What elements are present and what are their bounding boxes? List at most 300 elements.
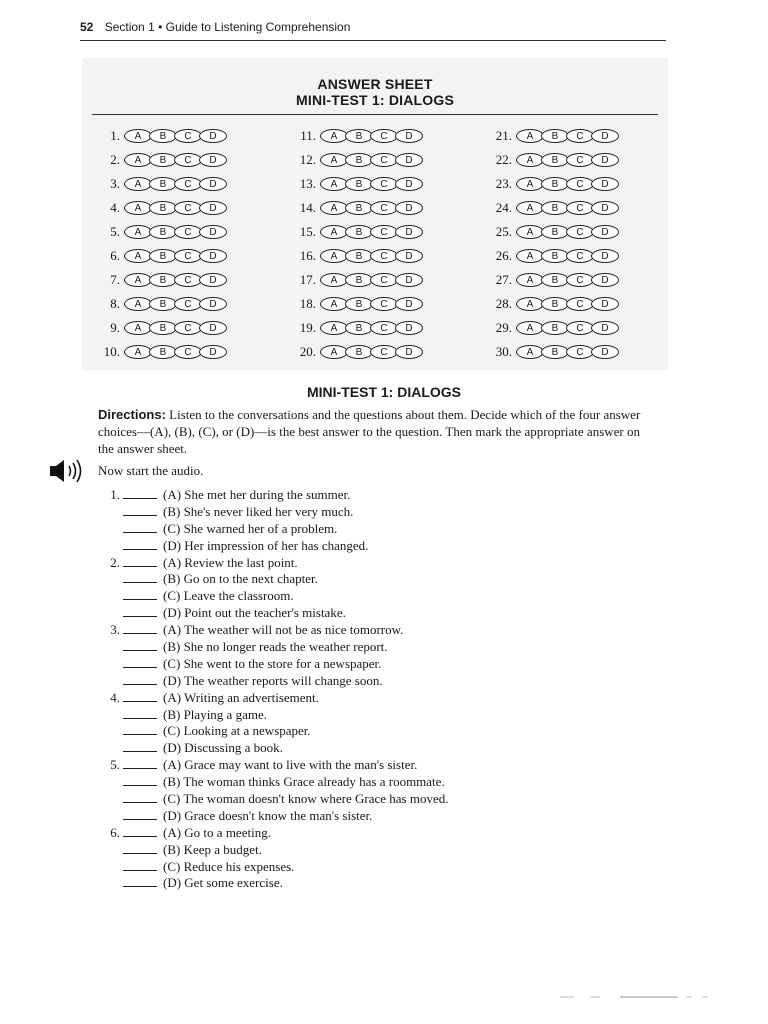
answer-bubble[interactable]: A <box>124 273 152 287</box>
question-number <box>100 707 123 724</box>
question-number <box>100 571 123 588</box>
answer-bubble[interactable]: B <box>345 249 373 263</box>
answer-bubble[interactable]: C <box>174 273 202 287</box>
answer-bubble[interactable]: B <box>345 273 373 287</box>
answer-bubble[interactable]: C <box>566 177 594 191</box>
answer-option <box>100 521 620 538</box>
answer-number: 10. <box>103 344 120 359</box>
answer-bubble[interactable]: B <box>541 201 569 215</box>
question-item <box>100 757 620 825</box>
answer-sheet-title <box>82 76 668 108</box>
option-text: (A) The weather will not be as nice tomorrow. <box>163 622 404 638</box>
question-number: 6. <box>110 824 120 840</box>
option-text: (B) Go on to the next chapter. <box>163 571 318 587</box>
answer-option <box>100 639 620 656</box>
answer-option <box>100 555 620 572</box>
speaker-icon <box>48 458 92 489</box>
answer-bubble[interactable]: C <box>566 153 594 167</box>
answer-bubble[interactable]: D <box>199 297 227 311</box>
answer-blank[interactable] <box>123 639 157 651</box>
answer-option <box>100 842 620 859</box>
answer-option <box>100 605 620 622</box>
option-text: (A) She met her during the summer. <box>163 487 351 502</box>
answer-row <box>482 316 616 340</box>
answer-bubble[interactable]: A <box>320 273 348 287</box>
question-number <box>100 774 123 791</box>
answer-bubble[interactable]: B <box>345 129 373 143</box>
answer-row <box>90 244 224 268</box>
answer-bubble[interactable]: A <box>320 297 348 311</box>
answer-blank[interactable] <box>123 875 157 887</box>
answer-bubble[interactable]: D <box>395 129 423 143</box>
option-text: (D) Grace doesn't know the man's sister. <box>163 807 373 823</box>
answer-bubble[interactable]: A <box>516 201 544 215</box>
answer-option <box>100 622 620 639</box>
answer-number: 17. <box>299 272 316 287</box>
answer-bubble[interactable]: D <box>395 273 423 287</box>
answer-bubble[interactable]: A <box>320 129 348 143</box>
answer-bubble[interactable]: C <box>566 249 594 263</box>
answer-row <box>286 292 420 316</box>
answer-row <box>90 340 224 364</box>
answer-bubble[interactable]: A <box>516 153 544 167</box>
answer-bubble[interactable]: A <box>124 153 152 167</box>
answer-blank[interactable] <box>123 588 157 600</box>
answer-bubble[interactable]: D <box>591 273 619 287</box>
answer-blank[interactable] <box>123 842 157 854</box>
answer-blank[interactable] <box>123 555 157 567</box>
answer-bubbles <box>320 177 420 191</box>
answer-row <box>482 268 616 292</box>
question-number <box>100 791 123 808</box>
answer-bubble[interactable]: B <box>345 225 373 239</box>
answer-option <box>100 723 620 740</box>
answer-bubbles <box>516 201 616 215</box>
answer-blank[interactable] <box>123 859 157 871</box>
answer-bubble[interactable]: C <box>370 129 398 143</box>
answer-number: 4. <box>110 200 120 215</box>
answer-number: 15. <box>299 224 316 239</box>
answer-bubble[interactable]: C <box>174 201 202 215</box>
answer-blank[interactable] <box>123 571 157 583</box>
answer-bubble[interactable]: D <box>591 225 619 239</box>
answer-row <box>286 124 420 148</box>
answer-option <box>100 673 620 690</box>
answer-bubbles <box>320 249 420 263</box>
answer-bubble[interactable]: C <box>370 201 398 215</box>
answer-bubble[interactable]: D <box>199 129 227 143</box>
answer-bubble[interactable]: B <box>149 345 177 359</box>
answer-bubble[interactable]: C <box>370 321 398 335</box>
answer-bubble[interactable]: C <box>566 273 594 287</box>
answer-number: 11. <box>300 128 316 143</box>
answer-bubble[interactable]: B <box>149 249 177 263</box>
question-number <box>100 808 123 825</box>
answer-bubble[interactable]: B <box>149 153 177 167</box>
answer-bubble[interactable]: A <box>124 129 152 143</box>
answer-bubble[interactable]: C <box>370 249 398 263</box>
answer-row <box>90 148 224 172</box>
answer-bubble[interactable]: C <box>370 153 398 167</box>
answer-bubble[interactable]: C <box>370 177 398 191</box>
answer-bubbles <box>320 297 420 311</box>
option-text: (D) Point out the teacher's mistake. <box>163 605 346 621</box>
answer-bubble[interactable]: A <box>320 153 348 167</box>
directions-label: Directions: <box>98 407 166 422</box>
answer-sheet-title-line1: ANSWER SHEET <box>317 76 433 92</box>
answer-bubble[interactable]: D <box>591 249 619 263</box>
answer-bubbles <box>124 225 224 239</box>
answer-bubbles <box>320 129 420 143</box>
answer-number: 8. <box>110 296 120 311</box>
answer-bubbles <box>516 321 616 335</box>
answer-row <box>286 220 420 244</box>
option-text: (C) She warned her of a problem. <box>163 520 338 536</box>
answer-number: 27. <box>495 272 512 287</box>
answer-blank[interactable] <box>123 740 157 752</box>
answer-bubble[interactable]: A <box>516 225 544 239</box>
answer-bubble[interactable]: A <box>320 345 348 359</box>
answer-bubble[interactable]: D <box>199 153 227 167</box>
question-item <box>100 825 620 893</box>
directions-text: Listen to the conversations and the questions about them. Decide which of the four answer choices—(A), (B), (C), or (D)—is the best answer to the question. Then mark the appropriate answer on the answer sheet. <box>98 407 641 456</box>
answer-bubble[interactable]: C <box>566 321 594 335</box>
option-text: (C) Leave the classroom. <box>163 588 294 604</box>
answer-option <box>100 538 620 555</box>
answer-bubbles <box>516 153 616 167</box>
answer-blank[interactable] <box>123 825 157 837</box>
answer-bubble[interactable]: B <box>345 321 373 335</box>
answer-option <box>100 707 620 724</box>
answer-bubble[interactable]: C <box>174 297 202 311</box>
answer-bubble[interactable]: A <box>516 129 544 143</box>
option-text: (B) She's never liked her very much. <box>163 503 354 519</box>
answer-option <box>100 690 620 707</box>
question-number <box>100 842 123 859</box>
answer-number: 24. <box>495 200 512 215</box>
answer-bubble[interactable]: A <box>320 201 348 215</box>
answer-number: 5. <box>110 224 120 239</box>
question-item <box>100 555 620 623</box>
answer-bubble[interactable]: B <box>541 153 569 167</box>
option-text: (D) Get some exercise. <box>163 875 283 891</box>
answer-bubble[interactable]: C <box>566 129 594 143</box>
answer-bubble[interactable]: A <box>516 273 544 287</box>
answer-bubble[interactable]: A <box>124 321 152 335</box>
answer-number: 21. <box>495 128 512 143</box>
option-text: (C) She went to the store for a newspaper. <box>163 655 382 671</box>
answer-bubble[interactable]: B <box>149 129 177 143</box>
answer-bubble[interactable]: B <box>149 321 177 335</box>
answer-column <box>90 124 224 364</box>
answer-bubble[interactable]: B <box>541 177 569 191</box>
running-head-text: Section 1 • Guide to Listening Comprehension <box>104 20 351 34</box>
answer-row <box>286 196 420 220</box>
answer-bubble[interactable]: D <box>199 177 227 191</box>
question-number <box>100 673 123 690</box>
answer-bubble[interactable]: C <box>370 225 398 239</box>
answer-sheet-title-line2: MINI-TEST 1: DIALOGS <box>296 92 454 108</box>
answer-bubble[interactable]: C <box>566 345 594 359</box>
answer-option <box>100 656 620 673</box>
answer-option <box>100 504 620 521</box>
answer-bubbles <box>516 177 616 191</box>
answer-row <box>482 340 616 364</box>
footer-marks <box>560 996 710 998</box>
answer-bubble[interactable]: D <box>395 201 423 215</box>
answer-number: 16. <box>299 248 316 263</box>
option-text: (B) Playing a game. <box>163 706 267 722</box>
answer-bubble[interactable]: A <box>320 321 348 335</box>
answer-bubble[interactable]: B <box>149 273 177 287</box>
question-number <box>100 875 123 892</box>
answer-bubble[interactable]: B <box>541 297 569 311</box>
answer-bubble[interactable]: D <box>591 153 619 167</box>
answer-bubble[interactable]: C <box>174 249 202 263</box>
answer-blank[interactable] <box>123 690 157 702</box>
running-head <box>80 20 666 41</box>
answer-bubble[interactable]: C <box>566 225 594 239</box>
answer-bubble[interactable]: C <box>370 273 398 287</box>
answer-bubble[interactable]: A <box>516 345 544 359</box>
answer-blank[interactable] <box>123 521 157 533</box>
answer-bubble[interactable]: C <box>174 177 202 191</box>
answer-number: 23. <box>495 176 512 191</box>
answer-row <box>90 124 224 148</box>
answer-bubbles <box>320 153 420 167</box>
answer-sheet <box>82 58 668 370</box>
page-number: 52 <box>80 20 94 34</box>
answer-number: 7. <box>110 272 120 287</box>
answer-bubble[interactable]: D <box>591 177 619 191</box>
answer-bubbles <box>124 153 224 167</box>
answer-bubble[interactable]: A <box>516 249 544 263</box>
answer-bubble[interactable]: A <box>516 177 544 191</box>
answer-row <box>482 220 616 244</box>
answer-bubble[interactable]: C <box>174 345 202 359</box>
answer-bubble[interactable]: B <box>149 177 177 191</box>
answer-bubble[interactable]: C <box>370 297 398 311</box>
answer-bubble[interactable]: D <box>395 249 423 263</box>
answer-bubbles <box>320 225 420 239</box>
answer-number: 13. <box>299 176 316 191</box>
answer-bubble[interactable]: D <box>395 297 423 311</box>
answer-bubble[interactable]: A <box>124 225 152 239</box>
answer-number: 22. <box>495 152 512 167</box>
answer-bubble[interactable]: B <box>345 177 373 191</box>
question-item <box>100 622 620 690</box>
answer-column <box>286 124 420 364</box>
answer-bubble[interactable]: B <box>541 273 569 287</box>
question-item <box>100 690 620 758</box>
answer-bubble[interactable]: C <box>174 129 202 143</box>
answer-blank[interactable] <box>123 605 157 617</box>
answer-bubble[interactable]: A <box>320 177 348 191</box>
answer-bubble[interactable]: A <box>124 345 152 359</box>
answer-blank[interactable] <box>123 656 157 668</box>
answer-row <box>286 268 420 292</box>
answer-bubble[interactable]: B <box>541 345 569 359</box>
answer-bubble[interactable]: B <box>345 201 373 215</box>
answer-bubble[interactable]: C <box>566 297 594 311</box>
question-number <box>100 538 123 555</box>
question-number <box>100 859 123 876</box>
answer-bubbles <box>516 225 616 239</box>
answer-bubble[interactable]: C <box>174 321 202 335</box>
answer-bubble[interactable]: D <box>199 249 227 263</box>
answer-row <box>90 172 224 196</box>
answer-bubble[interactable]: D <box>199 273 227 287</box>
answer-bubble[interactable]: A <box>124 297 152 311</box>
answer-option <box>100 774 620 791</box>
answer-blank[interactable] <box>123 673 157 685</box>
answer-row <box>90 292 224 316</box>
answer-bubble[interactable]: D <box>199 345 227 359</box>
answer-bubble[interactable]: B <box>149 225 177 239</box>
answer-row <box>482 244 616 268</box>
answer-bubble[interactable]: A <box>516 297 544 311</box>
answer-sheet-rule <box>92 114 658 115</box>
option-text: (B) The woman thinks Grace already has a roommate. <box>163 774 445 790</box>
answer-bubble[interactable]: D <box>591 345 619 359</box>
answer-bubbles <box>124 273 224 287</box>
question-number <box>100 588 123 605</box>
answer-bubble[interactable]: B <box>345 345 373 359</box>
answer-number: 3. <box>110 176 120 191</box>
question-number <box>100 521 123 538</box>
answer-bubble[interactable]: D <box>591 129 619 143</box>
answer-bubble[interactable]: B <box>541 321 569 335</box>
answer-bubbles <box>320 345 420 359</box>
answer-bubble[interactable]: C <box>174 153 202 167</box>
answer-bubble[interactable]: D <box>395 177 423 191</box>
answer-bubble[interactable]: D <box>395 153 423 167</box>
answer-bubbles <box>516 249 616 263</box>
answer-option <box>100 859 620 876</box>
answer-bubbles <box>124 321 224 335</box>
answer-blank[interactable] <box>123 723 157 735</box>
option-text: (D) The weather reports will change soon. <box>163 672 383 688</box>
answer-bubble[interactable]: D <box>591 201 619 215</box>
answer-bubbles <box>516 345 616 359</box>
answer-row <box>90 196 224 220</box>
answer-bubble[interactable]: C <box>174 225 202 239</box>
answer-number: 2. <box>110 152 120 167</box>
answer-bubble[interactable]: B <box>345 153 373 167</box>
answer-row <box>482 172 616 196</box>
answer-number: 26. <box>495 248 512 263</box>
answer-row <box>482 148 616 172</box>
answer-option <box>100 875 620 892</box>
directions <box>98 406 658 457</box>
answer-blank[interactable] <box>123 538 157 550</box>
answer-bubble[interactable]: D <box>199 321 227 335</box>
answer-bubble[interactable]: A <box>124 201 152 215</box>
answer-number: 30. <box>495 344 512 359</box>
answer-bubble[interactable]: D <box>591 297 619 311</box>
option-text: (C) Looking at a newspaper. <box>163 723 311 739</box>
answer-row <box>482 124 616 148</box>
answer-number: 28. <box>495 296 512 311</box>
answer-bubble[interactable]: D <box>591 321 619 335</box>
question-number: 5. <box>110 757 120 773</box>
answer-option <box>100 571 620 588</box>
answer-bubble[interactable]: D <box>199 225 227 239</box>
answer-number: 14. <box>299 200 316 215</box>
answer-bubble[interactable]: C <box>370 345 398 359</box>
answer-bubbles <box>320 321 420 335</box>
answer-bubble[interactable]: B <box>345 297 373 311</box>
answer-blank[interactable] <box>123 622 157 634</box>
answer-bubbles <box>124 129 224 143</box>
answer-bubbles <box>516 273 616 287</box>
answer-number: 25. <box>495 224 512 239</box>
answer-bubble[interactable]: A <box>124 177 152 191</box>
start-audio-instruction: Now start the audio. <box>98 463 204 478</box>
answer-bubbles <box>516 297 616 311</box>
answer-column <box>482 124 616 364</box>
answer-option <box>100 487 620 504</box>
answer-number: 12. <box>299 152 316 167</box>
option-text: (C) Reduce his expenses. <box>163 858 295 874</box>
answer-row <box>90 268 224 292</box>
answer-number: 20. <box>299 344 316 359</box>
answer-bubble[interactable]: B <box>149 297 177 311</box>
answer-bubble[interactable]: A <box>516 321 544 335</box>
answer-number: 9. <box>110 320 120 335</box>
option-text: (B) Keep a budget. <box>163 841 262 857</box>
option-text: (D) Discussing a book. <box>163 740 283 756</box>
answer-bubbles <box>124 297 224 311</box>
question-number: 4. <box>110 689 120 705</box>
question-number <box>100 740 123 757</box>
answer-blank[interactable] <box>123 774 157 786</box>
answer-blank[interactable] <box>123 791 157 803</box>
answer-bubble[interactable]: B <box>541 249 569 263</box>
answer-number: 19. <box>299 320 316 335</box>
answer-bubbles <box>516 129 616 143</box>
answer-bubble[interactable]: A <box>124 249 152 263</box>
answer-blank[interactable] <box>123 757 157 769</box>
answer-bubble[interactable]: D <box>395 321 423 335</box>
question-number <box>100 605 123 622</box>
answer-blank[interactable] <box>123 504 157 516</box>
answer-row <box>286 316 420 340</box>
question-number <box>100 656 123 673</box>
answer-bubble[interactable]: B <box>541 129 569 143</box>
answer-bubble[interactable]: B <box>149 201 177 215</box>
answer-bubble[interactable]: A <box>320 249 348 263</box>
answer-bubble[interactable]: D <box>199 201 227 215</box>
answer-number: 6. <box>110 248 120 263</box>
question-number: 1. <box>110 487 120 502</box>
answer-blank[interactable] <box>123 487 157 499</box>
answer-row <box>286 340 420 364</box>
answer-bubble[interactable]: D <box>395 345 423 359</box>
answer-blank[interactable] <box>123 707 157 719</box>
answer-bubbles <box>124 201 224 215</box>
answer-bubble[interactable]: D <box>395 225 423 239</box>
answer-bubble[interactable]: C <box>566 201 594 215</box>
answer-row <box>90 316 224 340</box>
answer-bubble[interactable]: B <box>541 225 569 239</box>
question-item <box>100 487 620 555</box>
answer-bubbles <box>124 345 224 359</box>
answer-bubble[interactable]: A <box>320 225 348 239</box>
answer-blank[interactable] <box>123 808 157 820</box>
option-text: (B) She no longer reads the weather report. <box>163 639 388 655</box>
answer-bubbles <box>320 273 420 287</box>
